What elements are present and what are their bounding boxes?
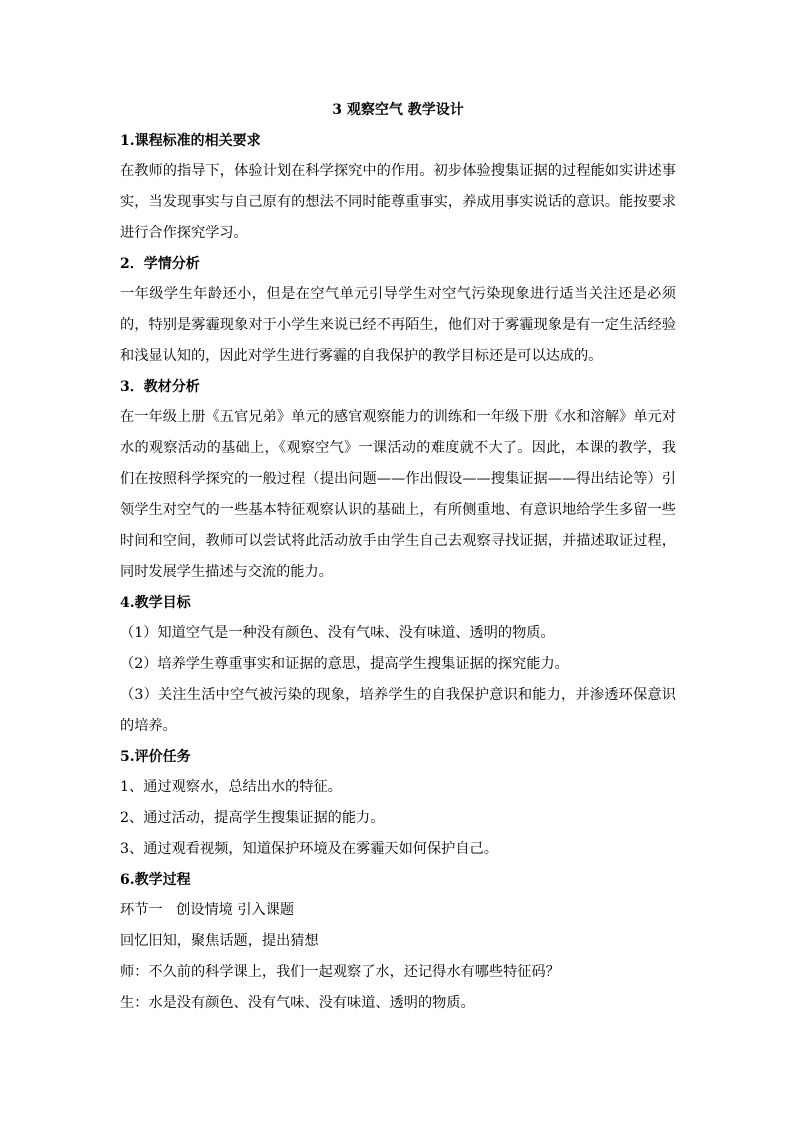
objective-item: （2）培养学生尊重事实和证据的意思，提高学生搜集证据的探究能力。 — [120, 656, 569, 672]
paragraph-textbook-analysis: 在一年级上册《五官兄弟》单元的感官观察能力的训练和一年级下册《水和溶解》单元对水的观察活动的基础上，《观察空气》一课活动的难度就不大了。因此，本课的教学，我们在按照科学探究的一般过程（提出问题——作出假设——搜集证据——得出结论等）引领学生对空气的一些基本特征观察认识的基础上，有所侧重地、有意识地给学生多留一些时间和空间，教师可以尝试将此活动放手由学生自己去观察寻找证据，并描述取证过程，同时发展学生描述与交流的能力。 — [120, 409, 676, 580]
document-content — [120, 100, 676, 1019]
section-heading-teaching-objectives: 4.教学目标 — [120, 595, 191, 611]
section-heading-textbook-analysis: 3．教材分析 — [120, 379, 200, 395]
process-line: 回忆旧知，聚焦话题，提出猜想 — [120, 933, 319, 949]
section-heading-curriculum-standards: 1.课程标准的相关要求 — [120, 133, 261, 149]
evaluation-item: 2、通过活动，提高学生搜集证据的能力。 — [120, 810, 385, 826]
section-heading-learner-analysis: 2．学情分析 — [120, 256, 200, 272]
document-title: 3 观察空气 教学设计 — [332, 102, 464, 118]
section-heading-evaluation-tasks: 5.评价任务 — [120, 749, 191, 765]
evaluation-item: 3、通过观看视频，知道保护环境及在雾霾天如何保护自己。 — [120, 841, 498, 857]
paragraph-curriculum-standards: 在教师的指导下，体验计划在科学探究中的作用。初步体验搜集证据的过程能如实讲述事实，当发现事实与自己原有的想法不同时能尊重事实，养成用事实说话的意识。能按要求进行合作探究学习。 — [120, 163, 676, 241]
process-line: 师：不久前的科学课上，我们一起观察了水，还记得水有哪些特征码？ — [120, 964, 560, 980]
paragraph-learner-analysis: 一年级学生年龄还小，但是在空气单元引导学生对空气污染现象进行适当关注还是必须的，特别是雾霾现象对于小学生来说已经不再陌生，他们对于雾霾现象是有一定生活经验和浅显认知的，因此对学生进行雾霾的自我保护的教学目标还是可以达成的。 — [120, 286, 676, 364]
evaluation-item: 1、通过观察水，总结出水的特征。 — [120, 779, 342, 795]
process-line: 生：水是没有颜色、没有气味、没有味道、透明的物质。 — [120, 995, 475, 1011]
objective-item: （1）知道空气是一种没有颜色、没有气味、没有味道、透明的物质。 — [120, 625, 555, 641]
process-line: 环节一 创设情境 引入课题 — [120, 902, 295, 918]
section-heading-teaching-process: 6.教学过程 — [120, 872, 191, 888]
objective-item: （3）关注生活中空气被污染的现象，培养学生的自我保护意识和能力，并渗透环保意识的培养。 — [120, 687, 676, 734]
